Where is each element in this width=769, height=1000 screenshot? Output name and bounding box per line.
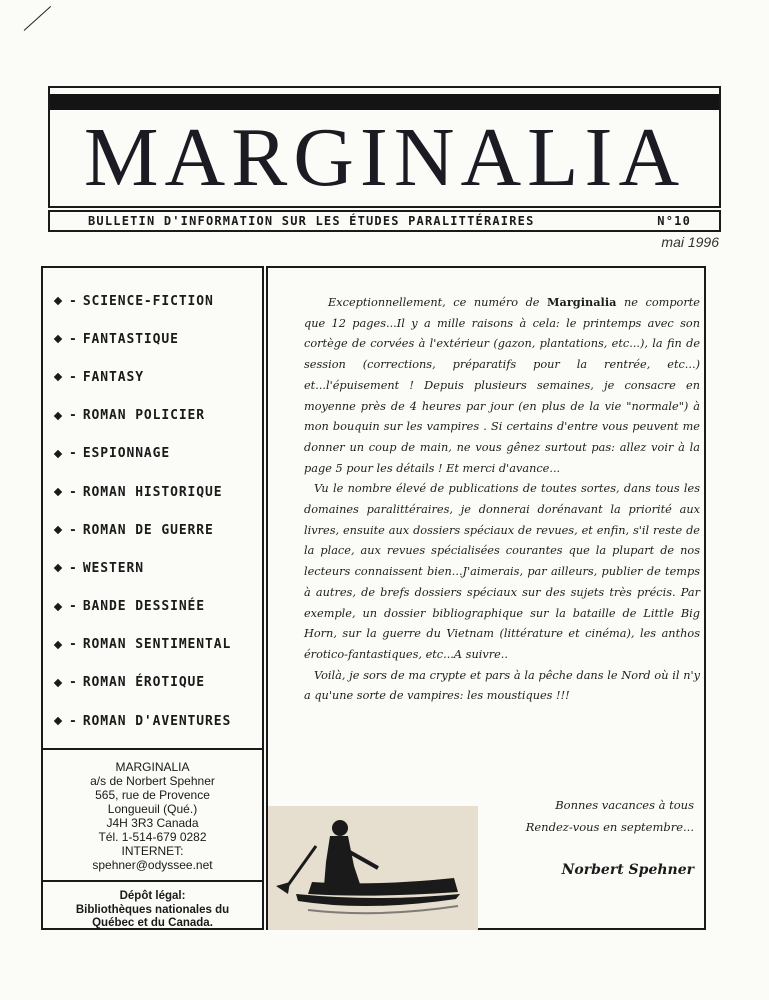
masthead-title-wrap: [50, 110, 719, 206]
genre-item: - FANTASTIQUE: [55, 320, 262, 358]
contact-address: [43, 748, 262, 882]
genre-item: - ROMAN DE GUERRE: [55, 511, 262, 549]
paragraph: Exceptionnellement, ce numéro de Marginalia ne comporte que 12 pages...Il y a mille raisons à cela: le printemps avec son cortège de corvées à l'extérieur (gazon, plantations, etc...), la fin de session (corrections, préparatifs pour la rentrée, etc...) et...l'épuisement ! Depuis plusieurs semaines, je consacre en moyenne près de 4 heures par jour (en plus de la vie "normale") à mon bouquin sur les vampires . Si certains d'entre vous peuvent me donner un coup de main, ne vous gênez surtout pas: allez voir à la page 5 pour les détails ! Et merci d'avance...: [304, 295, 700, 475]
genre-item: - ROMAN SENTIMENTAL: [55, 626, 262, 664]
closing-line: Rendez-vous en septembre...: [525, 820, 694, 834]
masthead-bar: [50, 94, 719, 110]
subtitle: BULLETIN D'INFORMATION SUR LES ÉTUDES PARALITTÉRAIRES: [88, 214, 535, 228]
genre-item: - FANTASY: [55, 358, 262, 396]
depot-line: Québec et du Canada.: [92, 917, 213, 929]
bullet-diamond-icon: [54, 488, 62, 496]
address-care-of: a/s de Norbert Spehner: [90, 774, 215, 788]
canoeist-silhouette-icon: [268, 806, 478, 930]
pen-mark: [24, 6, 51, 31]
bullet-diamond-icon: [54, 373, 62, 381]
page-title: MARGINALIA: [83, 111, 686, 204]
genre-item: - ESPIONNAGE: [55, 435, 262, 473]
genre-item: - BANDE DESSINÉE: [55, 588, 262, 626]
genre-item: - ROMAN ÉROTIQUE: [55, 664, 262, 702]
address-street: 565, rue de Provence: [95, 788, 210, 802]
publication-name: Marginalia: [547, 295, 617, 309]
bullet-diamond-icon: [54, 526, 62, 534]
depot-line: Dépôt légal:: [119, 890, 186, 902]
canoe-illustration: [268, 806, 478, 930]
bullet-diamond-icon: [54, 679, 62, 687]
bullet-diamond-icon: [54, 335, 62, 343]
editorial-text: [304, 292, 700, 707]
genre-sidebar: [41, 266, 264, 930]
depot-line: Bibliothèques nationales du: [75, 903, 230, 916]
address-phone: Tél. 1-514-679 0282: [98, 830, 207, 844]
issue-date: mai 1996: [661, 234, 719, 250]
email-address: spehner@odyssee.net: [92, 858, 213, 872]
issue-number: N°10: [657, 214, 691, 228]
bullet-diamond-icon: [54, 602, 62, 610]
genre-item: - ROMAN D'AVENTURES: [55, 702, 262, 740]
bullet-diamond-icon: [54, 297, 62, 305]
genre-item: - WESTERN: [55, 549, 262, 587]
genre-list: [43, 268, 262, 740]
bullet-diamond-icon: [54, 717, 62, 725]
bullet-diamond-icon: [54, 564, 62, 572]
genre-item: - ROMAN HISTORIQUE: [55, 473, 262, 511]
signature: Norbert Spehner: [561, 862, 694, 878]
legal-deposit: [43, 884, 262, 931]
internet-label: INTERNET:: [121, 844, 184, 858]
editorial-column: [266, 266, 706, 930]
address-postal: J4H 3R3 Canada: [106, 816, 199, 830]
closing-line: Bonnes vacances à tous: [555, 798, 694, 812]
bullet-diamond-icon: [54, 411, 62, 419]
address-name: MARGINALIA: [115, 760, 190, 774]
bullet-diamond-icon: [54, 450, 62, 458]
address-city: Longueuil (Qué.): [107, 802, 198, 816]
subtitle-band: [48, 210, 721, 232]
genre-item: - ROMAN POLICIER: [55, 397, 262, 435]
genre-item: - SCIENCE-FICTION: [55, 282, 262, 320]
paragraph: Vu le nombre élevé de publications de toutes sortes, dans tous les domaines paralittéraires, je donnerai dorénavant la priorité aux livres, ensuite aux dossiers spéciaux de revues, et enfin, s'il reste de la place, aux revues spécialisées courantes que la plupart de nos lecteurs connaissent bien...J'aimerais, par ailleurs, publier de temps à autres, de brefs dossiers spéciaux sur des sujets très précis. Par exemple, un dossier bibliographique sur la bataille de Little Big Horn, sur la guerre du Vietnam (littérature et cinéma), les anthos érotico-fantastiques, etc...A suivre..: [304, 482, 700, 661]
masthead: [48, 86, 721, 208]
bullet-diamond-icon: [54, 641, 62, 649]
paragraph: Voilà, je sors de ma crypte et pars à la pêche dans le Nord où il n'y a qu'une sorte de vampires: les moustiques !!!: [304, 668, 700, 703]
